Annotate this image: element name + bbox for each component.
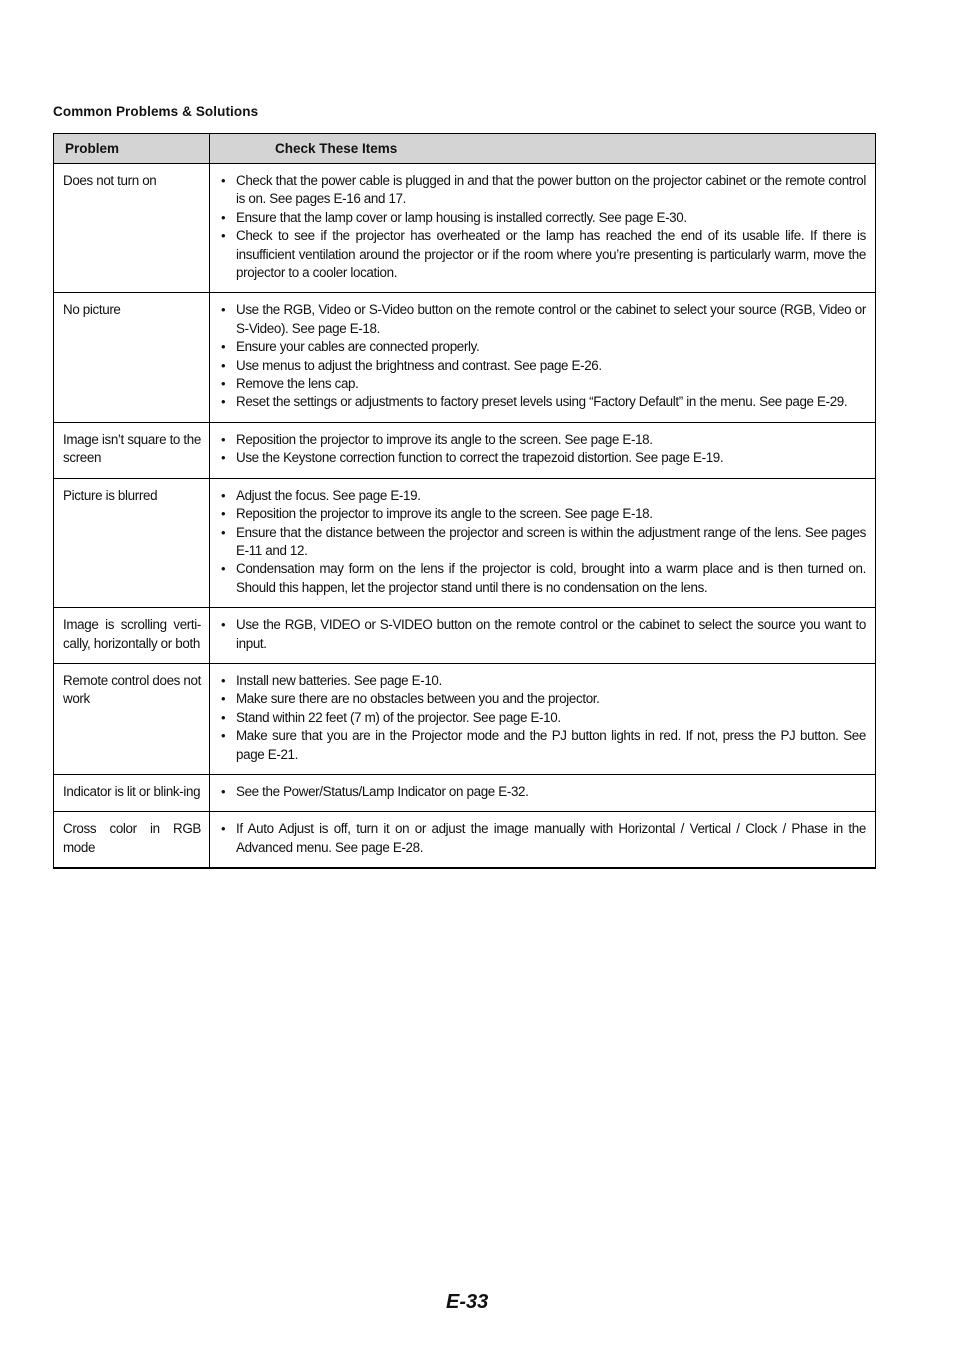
list-item-text: Remove the lens cap.: [236, 376, 359, 392]
problem-cell: Cross color in RGB mode: [54, 812, 210, 868]
problem-cell: Picture is blurred: [54, 478, 210, 607]
check-items-list: [217, 487, 866, 597]
check-items-list: [217, 431, 866, 468]
list-item: [217, 393, 866, 411]
check-items-cell: [210, 774, 876, 811]
list-item: [217, 209, 866, 227]
list-item-text: Check to see if the projector has overheated or the lamp has reached the end of its usable life. If there is insufficient ventilation around the projector or if the room where you’re presenting is particularly warm, move the projector to a cooler location.: [236, 228, 866, 281]
bullet-icon: •: [221, 617, 226, 633]
table-row: [54, 608, 876, 664]
bullet-icon: •: [221, 728, 226, 744]
check-items-cell: [210, 812, 876, 868]
problem-cell: No picture: [54, 293, 210, 422]
problem-cell: Does not turn on: [54, 164, 210, 293]
list-item-text: Use the Keystone correction function to correct the trapezoid distortion. See page E-19.: [236, 450, 724, 466]
table-row: [54, 663, 876, 774]
list-item-text: Check that the power cable is plugged in and that the power button on the projector cabinet or the remote control is on. See pages E-16 and 17.: [236, 173, 866, 207]
list-item: [217, 487, 866, 505]
list-item-text: Condensation may form on the lens if the projector is cold, brought into a warm place and is then turned on. Should this happen, let the projector stand until there is no condensation on the lens.: [236, 561, 866, 595]
bullet-icon: •: [221, 487, 226, 503]
table-row: [54, 164, 876, 293]
bullet-icon: •: [221, 357, 226, 373]
list-item: [217, 690, 866, 708]
bullet-icon: •: [221, 506, 226, 522]
list-item-text: If Auto Adjust is off, turn it on or adjust the image manually with Horizontal / Vertical / Clock / Phase in the Advanced menu. See page E-28.: [236, 821, 866, 855]
list-item: [217, 709, 866, 727]
bullet-icon: •: [221, 431, 226, 447]
bullet-icon: •: [221, 228, 226, 244]
check-items-list: [217, 301, 866, 411]
list-item: [217, 783, 866, 801]
list-item: [217, 616, 866, 653]
check-items-column-header: Check These Items: [210, 134, 876, 164]
bullet-icon: •: [221, 302, 226, 318]
page-number: E-33: [446, 1291, 489, 1313]
list-item-text: Reset the settings or adjustments to factory preset levels using “Factory Default” in the menu. See page E-29.: [236, 394, 848, 410]
problem-cell: Indicator is lit or blink-ing: [54, 774, 210, 811]
problem-cell: Image isn’t square to the screen: [54, 422, 210, 478]
list-item-text: Ensure that the distance between the projector and screen is within the adjustment range of the lens. See pages E-11 and 12.: [236, 524, 866, 558]
bullet-icon: •: [221, 173, 226, 188]
table-body: [54, 164, 876, 869]
check-items-list: [217, 172, 866, 282]
bullet-icon: •: [221, 709, 226, 725]
table-row: [54, 774, 876, 811]
list-item: [217, 338, 866, 356]
bullet-icon: •: [221, 672, 226, 688]
bullet-icon: •: [221, 561, 226, 577]
problem-cell: Remote control does not work: [54, 663, 210, 774]
troubleshooting-table: [53, 133, 876, 869]
check-items-cell: [210, 293, 876, 422]
list-item-text: Make sure that you are in the Projector mode and the PJ button lights in red. If not, press the PJ button. See page E-21.: [236, 728, 866, 762]
list-item-text: Ensure your cables are connected properly.: [236, 339, 480, 355]
list-item-text: Ensure that the lamp cover or lamp housing is installed correctly. See page E-30.: [236, 209, 687, 225]
list-item-text: Use the RGB, Video or S-Video button on the remote control or the cabinet to select your source (RGB, Video or S-Video). See page E-18.: [236, 302, 866, 336]
table-row: [54, 812, 876, 868]
list-item: [217, 727, 866, 764]
list-item-text: Stand within 22 feet (7 m) of the projector. See page E-10.: [236, 709, 561, 725]
list-item: [217, 431, 866, 449]
list-item: [217, 375, 866, 393]
list-item-text: Reposition the projector to improve its angle to the screen. See page E-18.: [236, 506, 653, 522]
list-item: [217, 560, 866, 597]
table-row: [54, 293, 876, 422]
bullet-icon: •: [221, 783, 226, 799]
check-items-list: [217, 820, 866, 857]
check-items-cell: [210, 478, 876, 607]
bullet-icon: •: [221, 821, 226, 837]
bullet-icon: •: [221, 691, 226, 707]
list-item-text: See the Power/Status/Lamp Indicator on page E-32.: [236, 783, 529, 799]
problem-cell: Image is scrolling verti-cally, horizontally or both: [54, 608, 210, 664]
list-item: [217, 524, 866, 561]
check-items-cell: [210, 164, 876, 293]
check-items-cell: [210, 422, 876, 478]
section-title: Common Problems & Solutions: [53, 104, 259, 119]
bullet-icon: •: [221, 394, 226, 410]
check-items-list: [217, 783, 866, 801]
bullet-icon: •: [221, 450, 226, 466]
list-item: [217, 449, 866, 467]
list-item: [217, 227, 866, 282]
list-item-text: Make sure there are no obstacles between you and the projector.: [236, 691, 600, 707]
list-item: [217, 672, 866, 690]
check-items-cell: [210, 663, 876, 774]
list-item: [217, 357, 866, 375]
bullet-icon: •: [221, 209, 226, 225]
bullet-icon: •: [221, 376, 226, 392]
list-item-text: Adjust the focus. See page E-19.: [236, 487, 421, 503]
list-item: [217, 820, 866, 857]
check-items-list: [217, 672, 866, 764]
check-items-list: [217, 616, 866, 653]
bullet-icon: •: [221, 524, 226, 540]
list-item: [217, 505, 866, 523]
list-item-text: Install new batteries. See page E-10.: [236, 672, 442, 688]
table-row: [54, 478, 876, 607]
list-item: [217, 172, 866, 209]
problem-column-header: Problem: [54, 134, 210, 164]
bullet-icon: •: [221, 339, 226, 355]
list-item-text: Use the RGB, VIDEO or S-VIDEO button on the remote control or the cabinet to select the source you want to input.: [236, 617, 866, 651]
table-header-row: [54, 134, 876, 164]
list-item-text: Reposition the projector to improve its angle to the screen. See page E-18.: [236, 431, 653, 447]
table-row: [54, 422, 876, 478]
list-item-text: Use menus to adjust the brightness and contrast. See page E-26.: [236, 357, 602, 373]
list-item: [217, 301, 866, 338]
check-items-cell: [210, 608, 876, 664]
